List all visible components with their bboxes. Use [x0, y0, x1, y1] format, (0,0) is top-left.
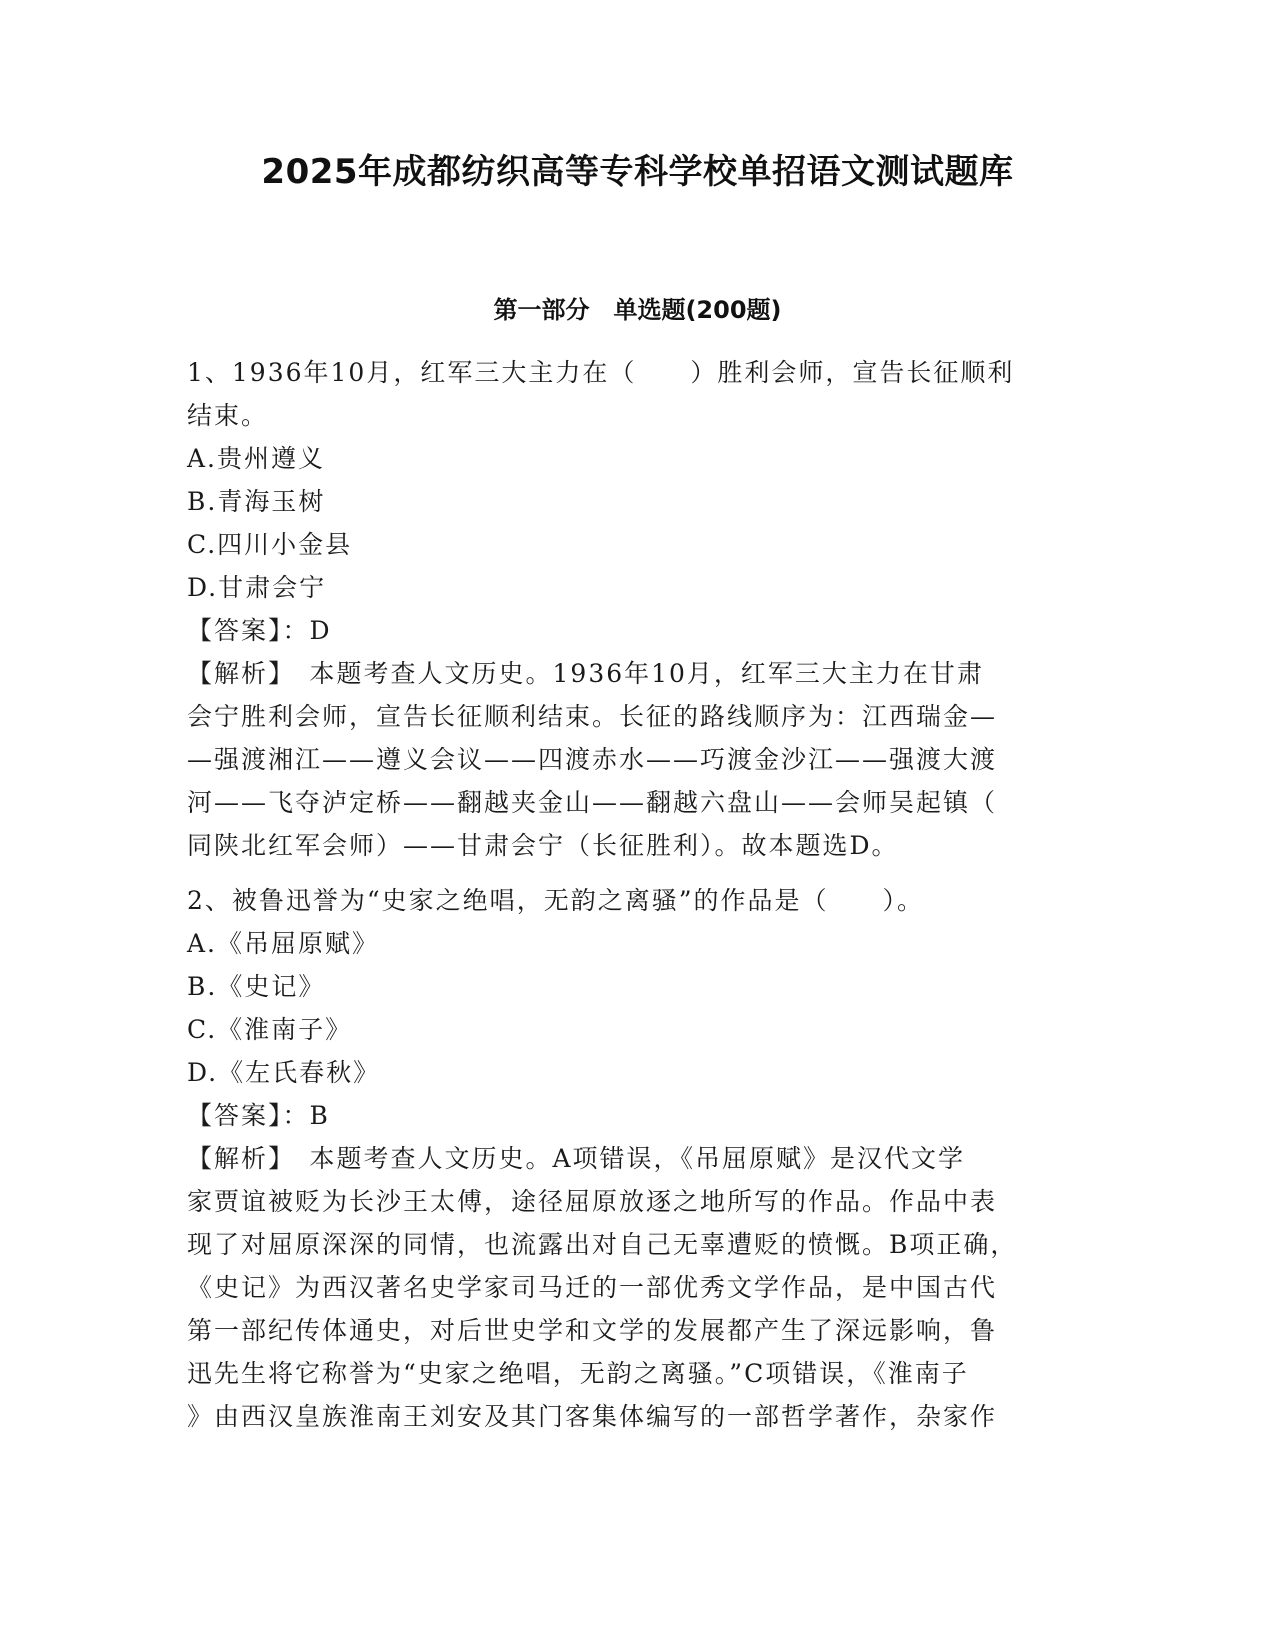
option-a: A.贵州遵义 [187, 444, 326, 473]
explanation-line: 河——飞夺泸定桥——翻越夹金山——翻越六盘山——会师吴起镇（ [187, 788, 998, 817]
option-c: C.四川小金县 [187, 530, 353, 559]
explanation-line: 【解析】 本题考查人文历史。1936年10月，红军三大主力在甘肃 [187, 659, 984, 688]
question-2 [187, 879, 1077, 1438]
explanation-line: 现了对屈原深深的同情，也流露出对自己无辜遭贬的愤慨。B项正确， [187, 1230, 1018, 1259]
question-list [187, 351, 1077, 1438]
option-c: C.《淮南子》 [187, 1015, 353, 1044]
question-1 [187, 351, 1077, 867]
option-a: A.《吊屈原赋》 [187, 929, 380, 958]
explanation-line: 》由西汉皇族淮南王刘安及其门客集体编写的一部哲学著作，杂家作 [187, 1402, 998, 1431]
question-stem-line: 2、被鲁迅誉为“史家之绝唱，无韵之离骚”的作品是（ ）。 [187, 886, 924, 915]
question-stem-line: 1、1936年10月，红军三大主力在（ ）胜利会师，宣告长征顺利 [187, 358, 1015, 387]
answer-line: 【答案】：D [187, 616, 332, 645]
option-d: D.甘肃会宁 [187, 573, 327, 602]
explanation-line: 同陕北红军会师）——甘肃会宁（长征胜利）。故本题选D。 [187, 831, 899, 860]
explanation-line: 会宁胜利会师，宣告长征顺利结束。长征的路线顺序为：江西瑞金— [187, 702, 998, 731]
option-d: D.《左氏春秋》 [187, 1058, 381, 1087]
question-stem-line: 结束。 [187, 401, 269, 430]
explanation-line: —强渡湘江——遵义会议——四渡赤水——巧渡金沙江——强渡大渡 [187, 745, 998, 774]
option-b: B.青海玉树 [187, 487, 326, 516]
document-title: 2025年成都纺织高等专科学校单招语文测试题库 [261, 152, 1014, 192]
explanation-line: 《史记》为西汉著名史学家司马迁的一部优秀文学作品，是中国古代 [187, 1273, 998, 1302]
explanation-line: 【解析】 本题考查人文历史。A项错误，《吊屈原赋》是汉代文学 [187, 1144, 966, 1173]
explanation-line: 家贾谊被贬为长沙王太傅，途径屈原放逐之地所写的作品。作品中表 [187, 1187, 998, 1216]
explanation-line: 第一部纪传体通史，对后世史学和文学的发展都产生了深远影响，鲁 [187, 1316, 998, 1345]
explanation-line: 迅先生将它称誉为“史家之绝唱，无韵之离骚。”C项错误，《淮南子 [187, 1359, 969, 1388]
answer-line: 【答案】：B [187, 1101, 330, 1130]
section-heading: 第一部分 单选题(200题) [493, 296, 782, 324]
option-b: B.《史记》 [187, 972, 326, 1001]
